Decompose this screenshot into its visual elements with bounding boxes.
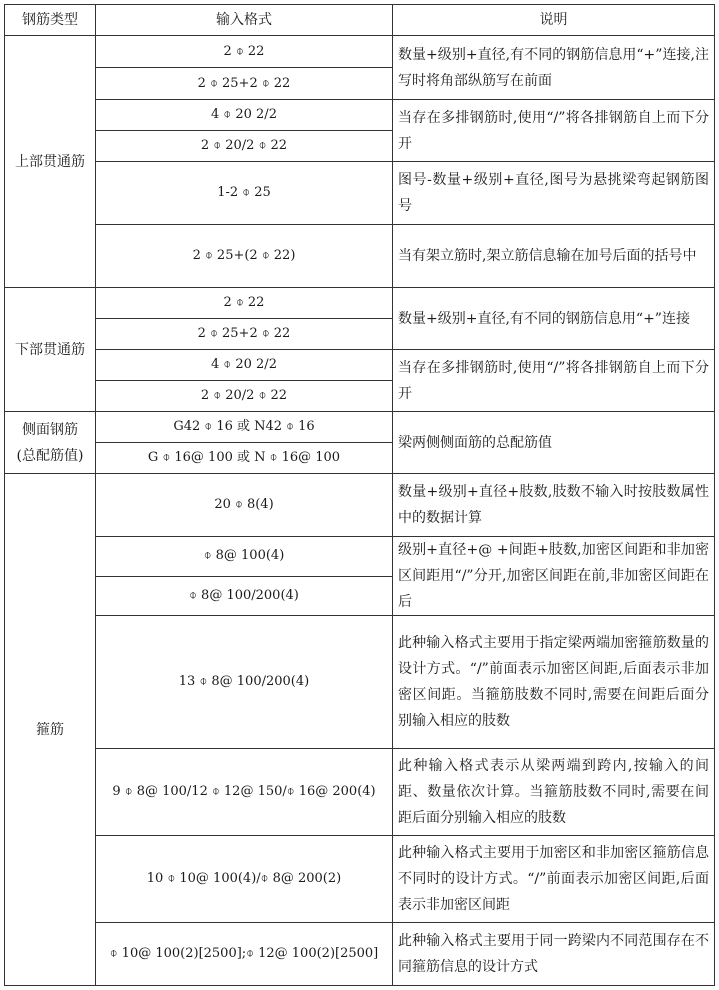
table-row	[5, 412, 715, 443]
type-bottom: 下部贯通筋	[5, 288, 96, 412]
desc-cell: 此种输入格式主要用于加密区和非加密区箍筋信息不同时的设计方式。“/”前面表示加密区间距,后面表示非加密区间距	[393, 836, 715, 923]
table-row	[5, 749, 715, 836]
table-row	[5, 162, 715, 225]
format-cell: 2 ⌽ 25+2 ⌽ 22	[96, 68, 393, 100]
type-stirrup: 箍筋	[5, 474, 96, 986]
format-cell: 4 ⌽ 20 2/2	[96, 350, 393, 381]
desc-cell: 数量+级别+直径,有不同的钢筋信息用“+”连接,注写时将角部纵筋写在前面	[393, 36, 715, 100]
table-row	[5, 537, 715, 577]
format-cell: 4 ⌽ 20 2/2	[96, 100, 393, 131]
desc-cell: 当存在多排钢筋时,使用“/”将各排钢筋自上而下分开	[393, 350, 715, 412]
desc-cell: 此种输入格式主要用于同一跨梁内不同范围存在不同箍筋信息的设计方式	[393, 923, 715, 986]
format-cell: ⌽ 10@ 100(2)[2500];⌽ 12@ 100(2)[2500]	[96, 923, 393, 986]
desc-cell: 图号-数量+级别+直径,图号为悬挑梁弯起钢筋图号	[393, 162, 715, 225]
format-cell: ⌽ 8@ 100/200(4)	[96, 576, 393, 616]
format-cell: 13 ⌽ 8@ 100/200(4)	[96, 616, 393, 749]
desc-cell: 当有架立筋时,架立筋信息输在加号后面的括号中	[393, 225, 715, 288]
table-row	[5, 350, 715, 381]
type-side	[5, 412, 96, 474]
table-row	[5, 616, 715, 749]
table-row	[5, 100, 715, 131]
format-cell: 10 ⌽ 10@ 100(4)/⌽ 8@ 200(2)	[96, 836, 393, 923]
format-cell: 20 ⌽ 8(4)	[96, 474, 393, 537]
table-row	[5, 225, 715, 288]
format-cell: G42 ⌽ 16 或 N42 ⌽ 16	[96, 412, 393, 443]
format-cell: 2 ⌽ 22	[96, 288, 393, 319]
type-top: 上部贯通筋	[5, 36, 96, 288]
rebar-format-table	[4, 4, 715, 986]
desc-cell: 数量+级别+直径,有不同的钢筋信息用“+”连接	[393, 288, 715, 350]
desc-cell: 数量+级别+直径+肢数,肢数不输入时按肢数属性中的数据计算	[393, 474, 715, 537]
format-cell: 2 ⌽ 22	[96, 36, 393, 68]
desc-cell: 级别+直径+@ +间距+肢数,加密区间距和非加密区间距用“/”分开,加密区间距在前,非加密区间距在后	[393, 537, 715, 616]
desc-cell: 梁两侧侧面筋的总配筋值	[393, 412, 715, 474]
header-format: 输入格式	[96, 5, 393, 36]
header-type: 钢筋类型	[5, 5, 96, 36]
desc-cell: 此种输入格式主要用于指定梁两端加密箍筋数量的设计方式。“/”前面表示加密区间距,后面表示非加密区间距。当箍筋肢数不同时,需要在间距后面分别输入相应的肢数	[393, 616, 715, 749]
header-desc: 说明	[393, 5, 715, 36]
type-side-line2: (总配筋值)	[16, 447, 84, 464]
header-row	[5, 5, 715, 36]
type-side-line1: 侧面钢筋	[22, 421, 78, 438]
desc-cell: 此种输入格式表示从梁两端到跨内,按输入的间距、数量依次计算。当箍筋肢数不同时,需要在间距后面分别输入相应的肢数	[393, 749, 715, 836]
format-cell: 2 ⌽ 20/2 ⌽ 22	[96, 381, 393, 412]
format-cell: 2 ⌽ 20/2 ⌽ 22	[96, 131, 393, 162]
format-cell: G ⌽ 16@ 100 或 N ⌽ 16@ 100	[96, 443, 393, 474]
table-row	[5, 923, 715, 986]
table-row	[5, 474, 715, 537]
format-cell: 1-2 ⌽ 25	[96, 162, 393, 225]
table-row	[5, 836, 715, 923]
format-cell: 9 ⌽ 8@ 100/12 ⌽ 12@ 150/⌽ 16@ 200(4)	[96, 749, 393, 836]
table-row	[5, 36, 715, 68]
format-cell: ⌽ 8@ 100(4)	[96, 537, 393, 577]
format-cell: 2 ⌽ 25+(2 ⌽ 22)	[96, 225, 393, 288]
table-row	[5, 288, 715, 319]
format-cell: 2 ⌽ 25+2 ⌽ 22	[96, 319, 393, 350]
desc-cell: 当存在多排钢筋时,使用“/”将各排钢筋自上而下分开	[393, 100, 715, 162]
